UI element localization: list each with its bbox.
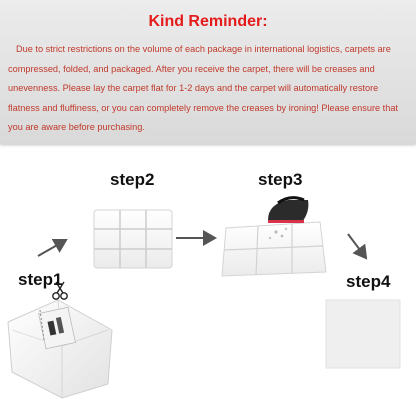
step4-label: step4 — [346, 272, 391, 291]
folded-carpet-icon — [222, 222, 326, 276]
package-icon — [8, 300, 112, 398]
step3-label: step3 — [258, 170, 303, 189]
step2-label: step2 — [110, 170, 155, 189]
arrow-icon — [38, 240, 66, 256]
reminder-title: Kind Reminder: — [148, 13, 268, 30]
step1-label: step1 — [18, 270, 63, 289]
reminder-text: Due to strict restrictions on the volume of each package in international logistics, carpets are compressed, folded, and packaged. After you receive the carpet, there will be creases and unevenness. Please lay the carpet flat for 1-2 days and the carpet will automatically restore flatness and fluffiness, or you can completely remove the creases by ironing! Please ensure that you are aware before purchasing. — [8, 44, 399, 133]
folded-carpet-icon — [94, 210, 172, 268]
arrow-icon — [348, 234, 366, 258]
flat-carpet-icon — [326, 300, 400, 368]
